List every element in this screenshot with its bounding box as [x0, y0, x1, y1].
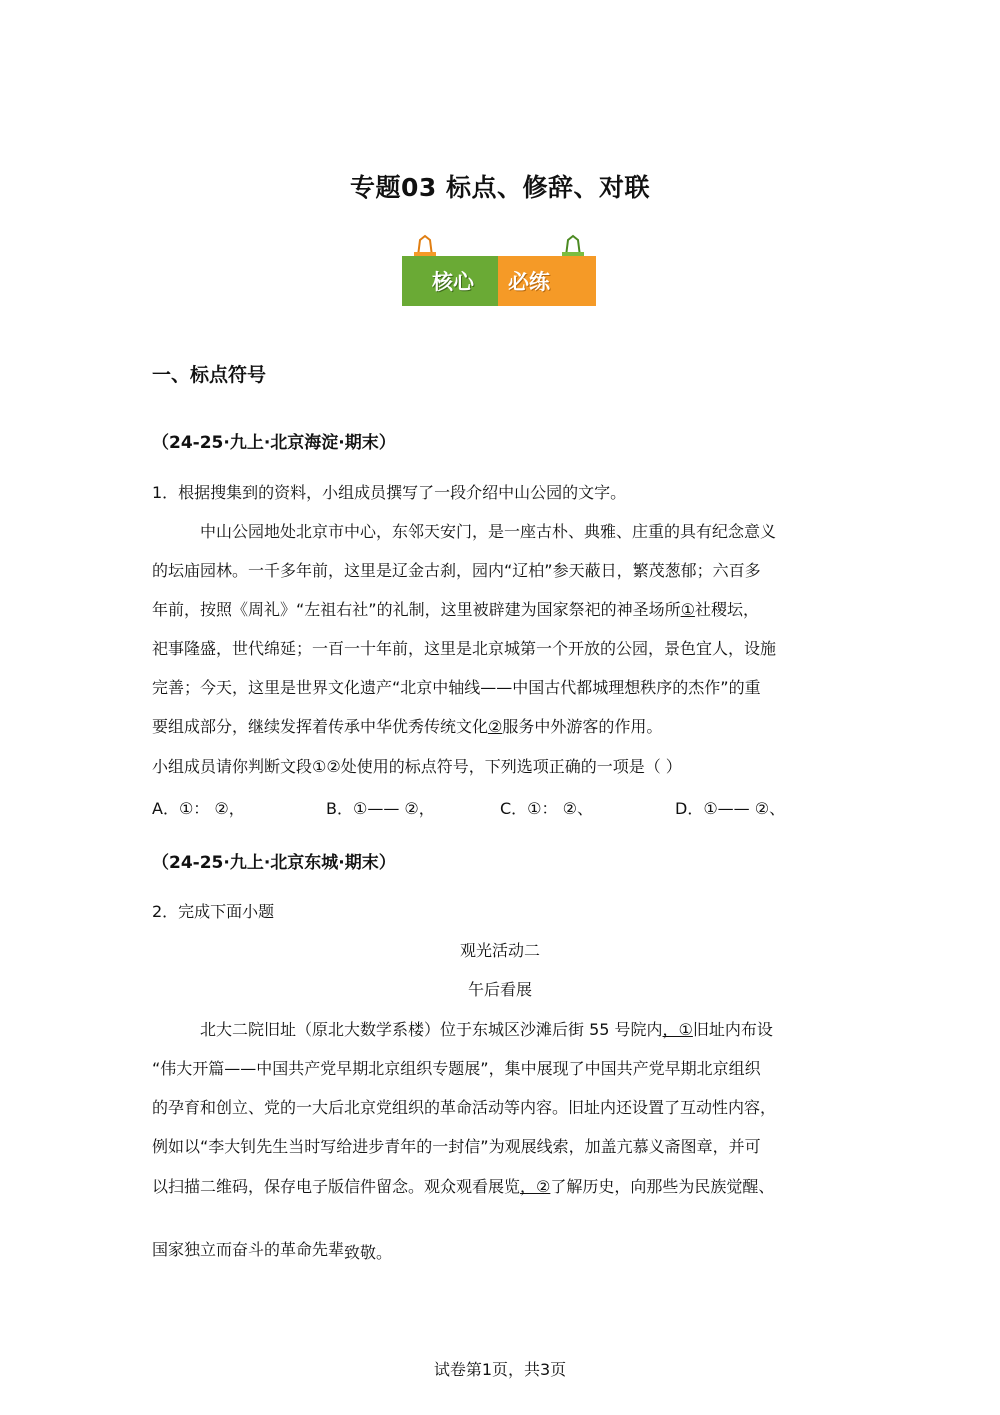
passage-line: 的孕育和创立、党的一大后北京党组织的革命活动等内容。旧址内还设置了互动性内容，	[152, 1098, 777, 1117]
option-c[interactable]: C．①： ②、	[500, 799, 593, 818]
passage-line: 要组成部分，继续发挥着传承中华优秀传统文化②服务中外游客的作用。	[152, 717, 663, 736]
option-a[interactable]: A．①： ②，	[152, 799, 245, 818]
core-practice-badge	[402, 234, 596, 306]
question-prompt: 小组成员请你判断文段①②处使用的标点符号，下列选项正确的一项是（ ）	[152, 757, 682, 776]
option-b[interactable]: B．①—— ②，	[326, 799, 435, 818]
question-stem: 1．根据搜集到的资料，小组成员撰写了一段介绍中山公园的文字。	[152, 483, 627, 502]
badge-left-label: 核心	[432, 270, 474, 294]
passage-line: 完善；今天，这里是世界文化遗产“北京中轴线——中国古代都城理想秩序的杰作”的重	[152, 678, 761, 697]
passage-line: 祀事隆盛，世代绵延；一百一十年前，这里是北京城第一个开放的公园，景色宜人，设施	[152, 639, 777, 658]
passage-line: 年前，按照《周礼》“左祖右社”的礼制，这里被辟建为国家祭祀的神圣场所①社稷坛，	[152, 600, 759, 619]
passage-line: 的坛庙园林。一千多年前，这里是辽金古刹，园内“辽柏”参天蔽日，繁茂葱郁；六百多	[152, 561, 761, 580]
blank-marker-2: ②	[488, 717, 503, 736]
blank-marker-1: ①	[680, 600, 695, 619]
page-footer: 试卷第1页，共3页	[433, 1360, 567, 1379]
question-source: （24-25·九上·北京海淀·期末）	[152, 433, 396, 453]
option-d[interactable]: D．①—— ②、	[675, 799, 786, 818]
blank-marker-2: ，②	[520, 1177, 551, 1196]
passage-line: 国家独立而奋斗的革命先辈致敬。	[152, 1240, 393, 1262]
blank-marker-1: ，①	[662, 1020, 693, 1039]
page-title: 专题03 标点、修辞、对联	[350, 173, 650, 202]
passage-line: 以扫描二维码，保存电子版信件留念。观众观看展览，②了解历史，向那些为民族觉醒、	[152, 1177, 775, 1196]
activity-title: 观光活动二	[459, 941, 540, 960]
activity-subtitle: 午后看展	[467, 980, 532, 999]
question-stem: 2．完成下面小题	[152, 902, 275, 921]
passage-line: 例如以“李大钊先生当时写给进步青年的一封信”为观展线索，加盖亢慕义斋图章，并可	[152, 1137, 761, 1156]
question-source: （24-25·九上·北京东城·期末）	[152, 853, 396, 873]
passage-line: “伟大开篇——中国共产党早期北京组织专题展”，集中展现了中国共产党早期北京组织	[152, 1059, 761, 1078]
passage-line: 中山公园地处北京市中心，东邻天安门，是一座古朴、典雅、庄重的具有纪念意义	[200, 522, 777, 541]
section-heading: 一、标点符号	[152, 364, 267, 386]
passage-line: 北大二院旧址（原北大数学系楼）位于东城区沙滩后街 55 号院内，①旧址内布设	[200, 1020, 773, 1039]
badge-right-label: 必练	[508, 270, 550, 294]
